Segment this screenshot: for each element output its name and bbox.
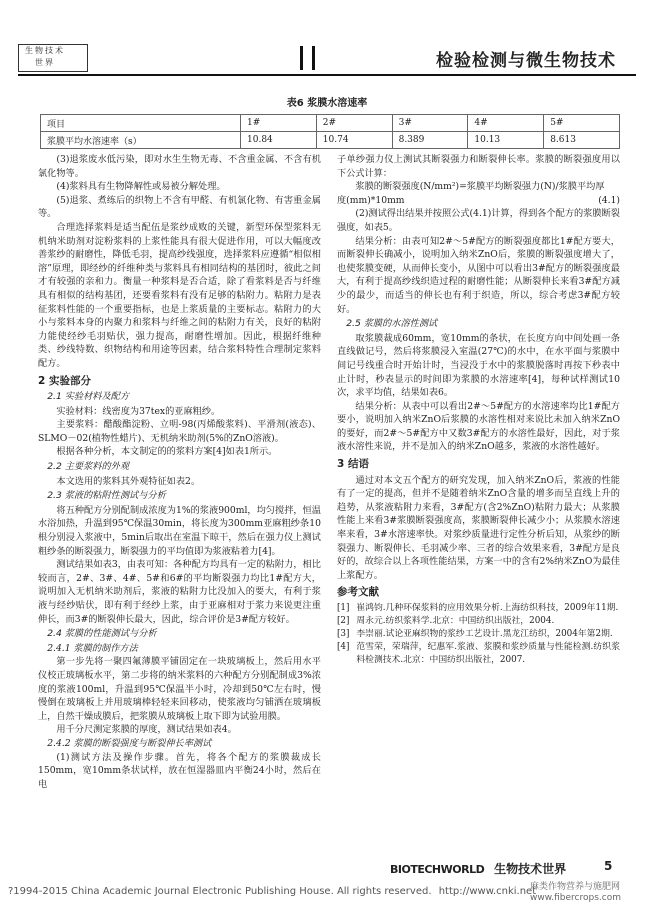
water-solubility-table [40,114,620,149]
watermark-cn: 麻类作物营养与施肥网 [530,882,621,892]
subsection-heading: 2.1 实验材料及配方 [47,391,130,403]
paragraph: 结果分析：由表可知2#～5#配方的断裂强度都比1#配方要大，而断裂伸长确减小，说明加入纳米ZnO后，浆膜的断裂强度增大了，也使浆膜变硬，从而伸长变小，从图中可以看出3#配方的断裂强度最大，有利于提高纱线织造过程的耐磨性能；从断裂伸长来看3#配方减少的最少，而适当的伸长也有利于织造，所以，综合考虑3#配方较好。 [337,235,620,315]
paragraph: 第一步先将一聚四氟薄膜平铺固定在一块玻璃板上，然后用水平仪校正玻璃板水平，第二步将的纳米浆料的六种配方分别配制成3%浓度的浆液100ml，升温到95℃保温半小时，冷却到50℃左右时，慢慢倒在玻璃板上并用玻璃棒轻轻来回移动，使浆液均匀铺洒在玻璃板上，自然干燥成膜后，把浆膜从玻璃板上取下即为试验用膜。 [38,656,321,722]
equation-line: 浆膜的断裂强度(N/mm²)=浆膜平均断裂强力(N)/浆膜平均厚 [355,181,605,193]
left-column [38,153,321,791]
table-caption: 表6 浆膜水溶速率 [286,98,368,109]
site-link[interactable]: http://www.cnki.net [438,886,537,897]
reference-text: 崔鸿钧.几种环保浆料的应用效果分析.上海纺织科技，2009年11期. [356,603,619,613]
reference-number: [4] [337,642,350,652]
subsection-heading: 2.5 浆膜的水溶性测试 [346,318,438,330]
subsubsection-heading: 2.4.2 浆膜的断裂强度与断裂伸长率测试 [47,737,212,749]
paragraph: 结果分析：从表中可以看出2#～5#配方的水溶速率均比1#配方要小，说明加入纳米ZnO后浆膜的水溶性相对来说比未加入纳米ZnO的要好，而2#～5#配方中又数3#配方的水溶性最好，因此，对于浆液水溶性来说，并不是加入的纳米ZnO越多，浆液的水溶性越好。 [337,400,620,453]
reference-item [337,628,620,641]
reference-item [337,602,620,615]
table-header-cell: 5# [544,115,620,132]
table-header-cell: 3# [392,115,468,132]
equation-number: (4.1) [598,194,620,206]
paragraph: 测试结果如表3，由表可知：各种配方均具有一定的粘附力，相比较而言，2#、3#、4#、5#和6#的平均断裂强力均比1#配方大，说明加入无机纳米助剂后，浆液的粘附力比没加入的要大，有利于浆液与经纱贴伏，即有利于经纱上浆，由于亚麻相对于浆力来说更注重伸长，而3#的断裂伸长最大，因此，综合评价是3#配方较好。 [38,559,321,625]
right-column [337,153,620,667]
table-row [41,132,620,149]
table-cell: 8.389 [392,132,468,149]
table-header-cell: 4# [468,115,544,132]
footer-brand-en: BIOTECHWORLD [390,863,485,876]
paragraph: 合理选择浆料是适当配伍是浆纱成败的关键，新型环保型浆料无机纳米助剂对淀粉浆料的上浆性能具有很大促进作用，可以大幅度改善浆纱的耐磨性，降低毛羽，提高纱线强度，选择浆料应遵循“相似相溶”原理，即经纱的纤维种类与浆料具有相同结构的基团时，彼此之间才有较强的亲和力。衡量一种浆料是否合适，除了看浆料是否与纤维具有相似的结构基团，还要看浆料有没有足够的粘附力。粘附力是表征浆料性能的一个重要指标，也是上浆质量的主要标志。粘附力的大小与浆料本身的内聚力和浆料与纤维之间的粘附力有关，良好的粘附力能使经纱毛羽贴伏，强力提高，耐磨性增加。因此，根据纤维种类、纱线特数、织物结构和用途等因素，结合浆料特性合理制定浆料配方。 [38,221,321,369]
table-header-cell: 1# [241,115,317,132]
watermark [530,882,621,904]
table-header-cell: 项目 [41,115,241,132]
subsection-heading: 2.4 浆膜的性能测试与分析 [47,628,157,640]
paragraph: 根据各种分析，本文制定的的浆料方案[4]如表1所示。 [56,446,278,458]
reference-number: [1] [337,603,350,613]
paragraph: 主要浆料：醋酸酯淀粉、立明-98(丙烯酸浆料)、平滑剂(液态)、SLMO－02(植物性蜡片)、无机纳米助剂(5%的ZnO溶液)。 [38,419,321,444]
equation [337,194,620,208]
logo-line-2: 世界 [35,58,55,67]
paragraph: (5)退浆、煮练后的织物上不含有甲醛、有机氯化物、有害重金属等。 [38,194,321,220]
watermark-en: www.fibercrops.com [530,893,621,903]
reference-number: [2] [337,616,350,626]
references-heading: 参考文献 [337,586,379,599]
logo-line-1: 生物技术 [25,46,65,55]
subsection-heading: 2.3 浆液的粘附性测试与分析 [47,490,166,502]
section-heading: 2 实验部分 [38,374,91,387]
paragraph: 将五种配方分别配制成浓度为1%的浆液900ml，均匀搅拌，恒温水浴加热，升温到95℃保温30min，将长度为300mm亚麻粗纱条10根分别浸入浆液中，5min后取出在室温下晾干，然后在强力仪上测试粗纱条的断裂强力，断裂强力的平均值即为浆液粘着力[4]。 [38,504,321,557]
paragraph: 实验材料：线密度为37tex的亚麻粗纱。 [56,405,221,417]
footer-brand [390,860,566,877]
paragraph: 通过对本文五个配方的研究发现，加入纳米ZnO后，浆液的性能有了一定的提高，但并不是随着纳米ZnO含量的增多而呈直线上升的趋势，从浆液粘附力来看，3#配方(含2%ZnO)粘附力最大；从浆膜性能上来看3#浆膜断裂强度高，浆膜断裂伸长减少小；从浆膜水溶速率来看，3#水溶速率快。对浆纱质量进行定性分析后知，从浆纱的断裂强力、断裂伸长、毛羽减少率、三者的综合效果来看，3#配方是良好的，故综合以上各项性能结果，方案一中的含有2%纳米ZnO为最佳上浆配方。 [337,474,620,581]
journal-logo [18,44,88,72]
paragraph: (1)测试方法及操作步骤。首先，将各个配方的浆膜裁成长150mm，宽10mm条状试样，放在恒湿器皿内平衡24小时，然后在电 [38,751,321,790]
paragraph: 用千分尺测定浆膜的厚度，测试结果如表4。 [56,724,237,736]
subsection-heading: 2.2 主要浆料的外观 [47,461,130,473]
paragraph: (2)测试得出结果并按照公式(4.1)计算，得到各个配方的浆膜断裂强度，如表5。 [337,208,620,233]
table-cell: 10.84 [241,132,317,149]
page-header [0,0,654,76]
copyright-line [8,886,536,897]
paragraph: 本文选用的浆料其外观特征如表2。 [56,475,201,487]
subsubsection-heading: 2.4.1 浆膜的制作方法 [47,642,138,654]
header-rule [18,74,636,76]
paragraph: (4)浆料具有生物降解性或易被分解处理。 [56,181,226,193]
reference-text: 周永元.纺织浆料学.北京：中国纺织出版社，2004. [356,616,555,626]
reference-text: 李崇丽.试论亚麻织物的浆纱工艺设计.黑龙江纺织，2004年第2期. [356,629,613,639]
table-cell: 10.74 [316,132,392,149]
table-cell: 8.613 [544,132,620,149]
table-row-label: 浆膜平均水溶速率（s） [41,132,241,149]
copyright-text: ?1994-2015 China Academic Journal Electronic Publishing House. All rights reserved. [8,886,432,897]
header-divider-bar [312,46,315,70]
paragraph: 子单纱强力仪上测试其断裂强力和断裂伸长率。浆膜的断裂强度用以下公式计算： [337,154,620,179]
equation-line: 度(mm)*10mm [337,194,405,206]
table-header-cell: 2# [316,115,392,132]
section-title: 检验检测与微生物技术 [436,51,616,71]
table-header-row [41,115,620,132]
page-number: 5 [604,859,613,873]
footer-brand-cn: 生物技术世界 [494,862,567,876]
paragraph: 取浆膜裁成60mm，宽10mm的条状，在长度方向中间处画一条直线做记号，然后将浆膜浸入室温(27℃)的水中，在水平面与浆膜中间记号线重合时开始计时，当浸没于水中的浆膜脱落时再按下秒表中止计时，秒表显示的时间即为浆膜的水溶速率[4]，每种试样测试10次，求平均值，结果如表6。 [337,332,620,399]
reference-item [337,615,620,628]
reference-text: 范雪荣，荣瑞萍，纪惠军.浆液、浆膜和浆纱质量与性能检测.纺织浆料检测技术.北京：中国纺织出版社，2007. [356,642,620,665]
header-divider-bar [300,46,303,70]
reference-item [337,641,620,667]
section-heading: 3 结语 [337,458,369,471]
paragraph: (3)退浆废水低污染，即对水生生物无毒、不含重金属、不含有机氯化物等。 [38,154,321,179]
table-cell: 10.13 [468,132,544,149]
reference-number: [3] [337,629,350,639]
